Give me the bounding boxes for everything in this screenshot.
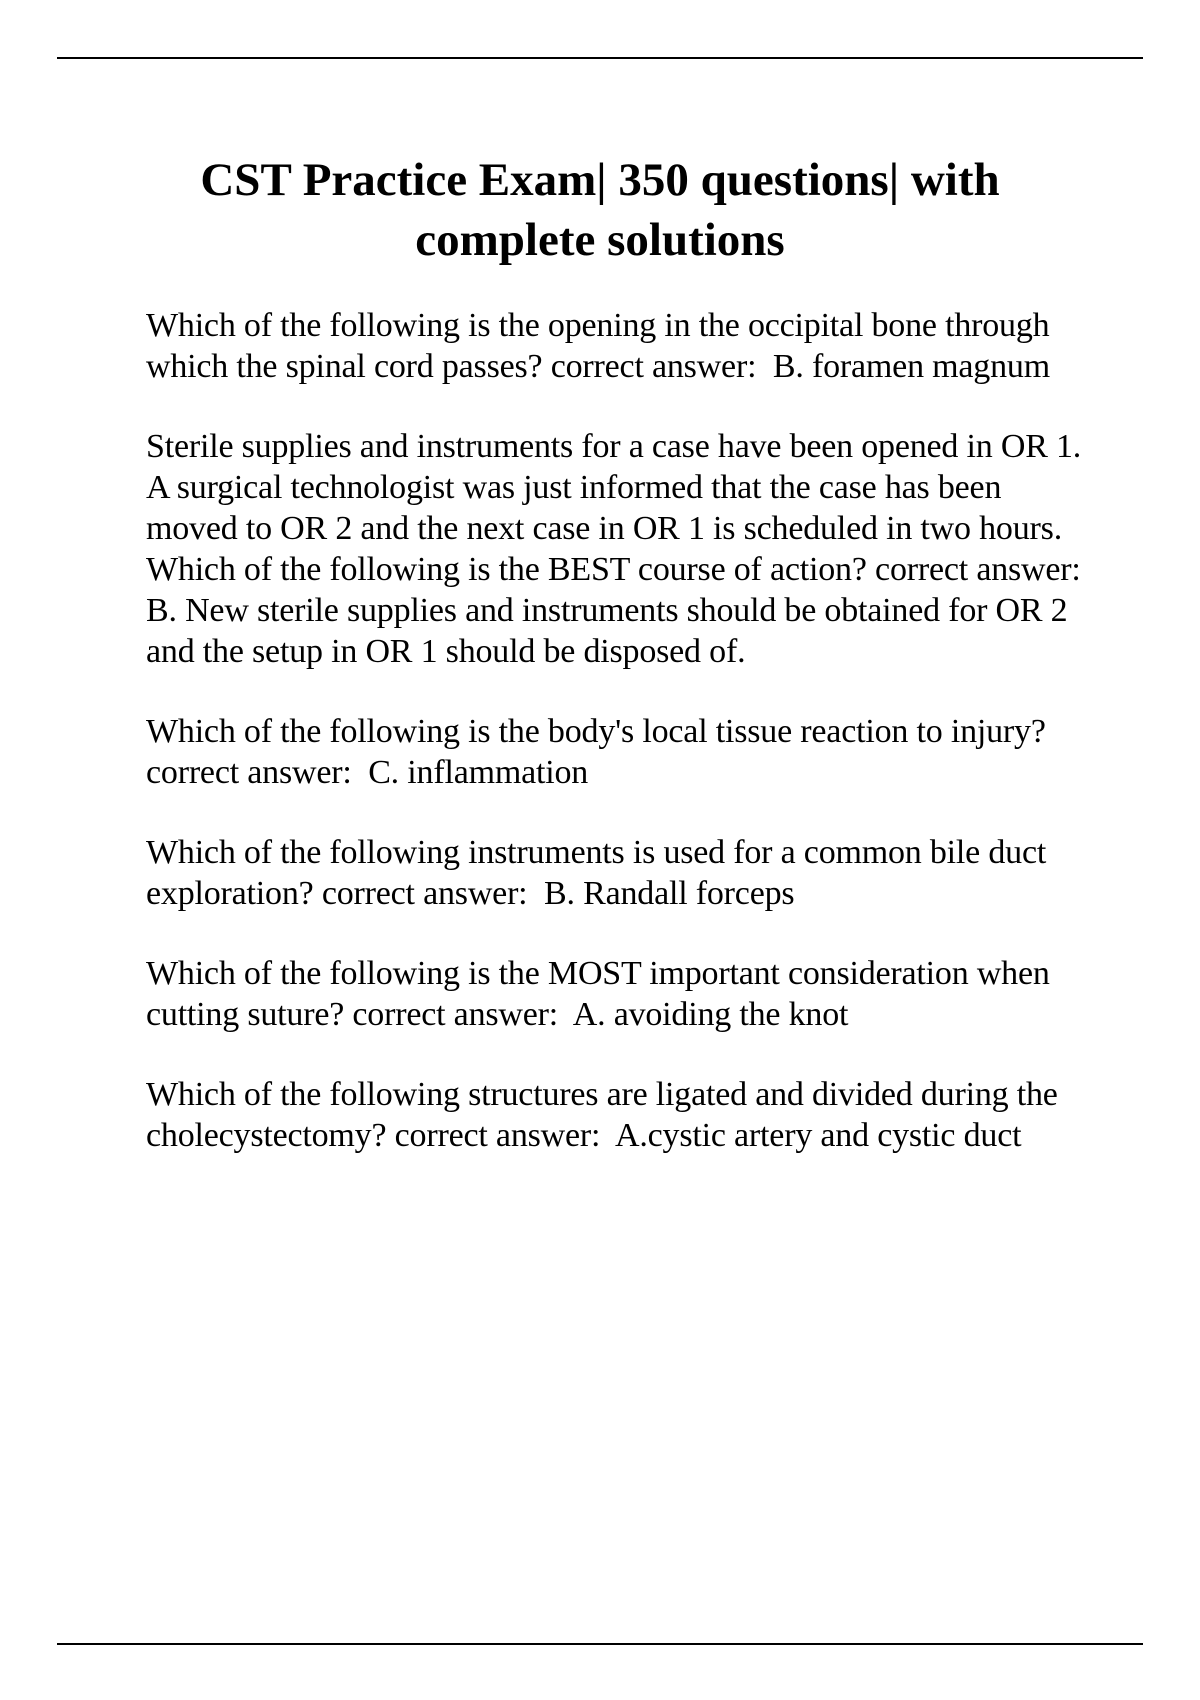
page-title <box>100 150 1100 270</box>
question-item-2: Sterile supplies and instruments for a case have been opened in OR 1. A surgical technologist was just informed that the case has been moved to OR 2 and the next case in OR 1 is scheduled in two hours. Which of the following is the BEST course of action? correct answer: B. New sterile supplies and instruments should be obtained for OR 2 and the setup in OR 1 should be disposed of. <box>146 428 1098 670</box>
question-item-4: Which of the following instruments is used for a common bile duct exploration? correct answer: B. Randall forceps <box>146 834 1055 912</box>
question-item-6: Which of the following structures are ligated and divided during the cholecystectomy? correct answer: A.cystic artery and cystic duct <box>146 1076 1067 1154</box>
title-line-1: CST Practice Exam| 350 questions| with <box>200 154 1000 206</box>
question-item-3: Which of the following is the body's local tissue reaction to injury? correct answer: C. inflammation <box>146 713 1055 791</box>
question-item-1: Which of the following is the opening in the occipital bone through which the spinal cord passes? correct answer: B. foramen magnum <box>146 307 1058 385</box>
top-divider <box>57 57 1143 59</box>
bottom-divider <box>57 1643 1143 1645</box>
question-item-5: Which of the following is the MOST important consideration when cutting suture? correct answer: A. avoiding the knot <box>146 955 1058 1033</box>
question-list <box>146 305 1096 1195</box>
title-line-2: complete solutions <box>415 214 785 266</box>
